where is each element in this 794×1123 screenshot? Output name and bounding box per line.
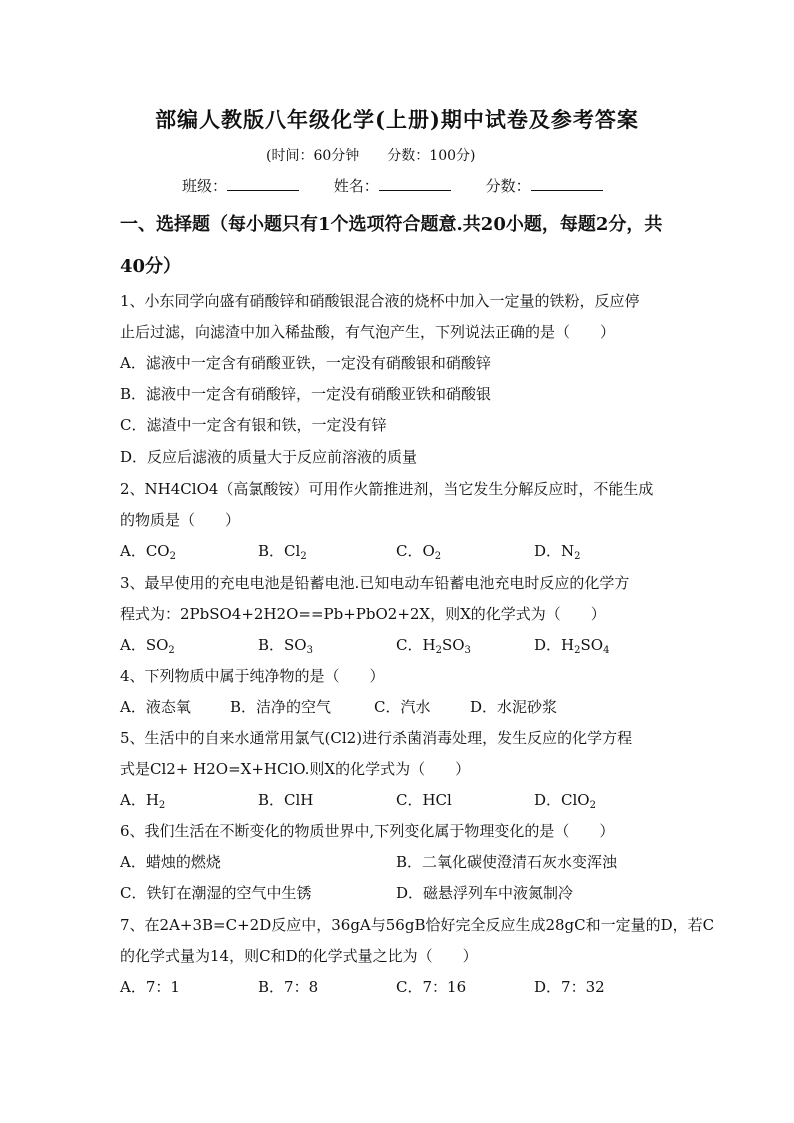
q2-option-c: C．$O_2$ <box>396 542 442 562</box>
q1-option-c: C．滤渣中一定含有银和铁，一定没有锌 <box>120 416 387 434</box>
section-heading-line2: 40分） <box>120 256 182 277</box>
q7-stem-line2: 的化学式量为14，则C和D的化学式量之比为（ ） <box>120 947 478 965</box>
q1-stem-line1: 1、小东同学向盛有硝酸锌和硝酸银混合液的烧杯中加入一定量的铁粉，反应停 <box>120 292 640 310</box>
q1-option-a: A．滤液中一定含有硝酸亚铁，一定没有硝酸银和硝酸锌 <box>120 354 491 372</box>
q6-stem-line1: 6、我们生活在不断变化的物质世界中,下列变化属于物理变化的是（ ） <box>120 822 615 840</box>
q4-option-d: D．水泥砂浆 <box>470 698 558 716</box>
exam-meta <box>266 145 475 165</box>
student-info-fields <box>182 175 633 196</box>
q2-option-d: D．$N_2$ <box>534 542 581 562</box>
q6-option-a: A．蜡烛的燃烧 <box>120 853 221 871</box>
q3-option-d: D．$H_2SO_4$ <box>534 636 610 656</box>
q7-option-b: B．7：8 <box>258 978 319 996</box>
q6-option-d: D．磁悬浮列车中液氮制冷 <box>396 884 574 902</box>
q3-option-a: A．$SO_2$ <box>120 636 175 656</box>
q2-stem-line1: 2、NH4ClO4（高氯酸铵）可用作火箭推进剂，当它发生分解反应时，不能生成 <box>120 480 654 498</box>
q5-option-d: D．ClO$_2$ <box>534 791 596 811</box>
q3-stem-line1: 3、最早使用的充电电池是铅蓄电池.已知电动车铅蓄电池充电时反应的化学方 <box>120 574 630 592</box>
q4-option-c: C．汽水 <box>374 698 431 716</box>
q2-stem-line2: 的物质是（ ） <box>120 511 241 529</box>
q1-option-b: B．滤液中一定含有硝酸锌，一定没有硝酸亚铁和硝酸银 <box>120 385 492 403</box>
q7-stem-line1: 7、在2A+3B=C+2D反应中，36gA与56gB恰好完全反应生成28gC和一定量的D，若C <box>120 916 715 934</box>
q3-option-c: C．$H_2SO_3$ <box>396 636 471 656</box>
q5-stem-line2: 式是Cl2+ H2O=X+HClO.则X的化学式为（ ） <box>120 760 471 778</box>
q6-option-b: B．二氧化碳使澄清石灰水变浑浊 <box>396 853 618 871</box>
q3-option-b: B．$SO_3$ <box>258 636 313 656</box>
name-label: 姓名： <box>333 177 379 195</box>
q2-option-b: B．$Cl_2$ <box>258 542 307 562</box>
score-field <box>486 175 603 196</box>
q4-option-a: A．液态氧 <box>120 698 191 716</box>
name-blank[interactable] <box>379 176 451 191</box>
exam-total-score: 分数：100分) <box>387 148 476 164</box>
page-title: 部编人教版八年级化学(上册)期中试卷及参考答案 <box>155 107 639 132</box>
q5-stem-line1: 5、生活中的自来水通常用氯气(Cl2)进行杀菌消毒处理，发生反应的化学方程 <box>120 729 633 747</box>
exam-time: (时间：60分钟 <box>266 148 360 164</box>
q7-option-c: C．7：16 <box>396 978 467 996</box>
class-label: 班级： <box>182 177 228 195</box>
q7-option-d: D．7：32 <box>534 978 605 996</box>
name-field <box>334 175 451 196</box>
q1-stem-line2: 止后过滤，向滤渣中加入稀盐酸，有气泡产生，下列说法正确的是（ ） <box>120 323 616 341</box>
q7-option-a: A．7：1 <box>120 978 180 996</box>
q5-option-b: B．ClH <box>258 791 314 809</box>
q5-option-c: C．HCl <box>396 791 452 809</box>
q6-option-c: C．铁钉在潮湿的空气中生锈 <box>120 884 312 902</box>
q3-stem-line2: 程式为：2PbSO4+2H2O==Pb+PbO2+2X，则X的化学式为（ ） <box>120 605 606 623</box>
q5-option-a: A．$H_2$ <box>120 791 166 811</box>
score-blank[interactable] <box>531 176 603 191</box>
class-blank[interactable] <box>227 176 299 191</box>
q2-option-a: A．$CO_2$ <box>120 542 176 562</box>
q4-stem-line1: 4、下列物质中属于纯净物的是（ ） <box>120 667 385 685</box>
class-field <box>182 175 299 196</box>
score-label: 分数： <box>485 177 531 195</box>
q1-option-d: D．反应后滤液的质量大于反应前溶液的质量 <box>120 448 418 466</box>
section-heading-line1: 一、选择题（每小题只有1个选项符合题意.共20小题，每题2分，共 <box>120 214 663 235</box>
q4-option-b: B．洁净的空气 <box>230 698 332 716</box>
